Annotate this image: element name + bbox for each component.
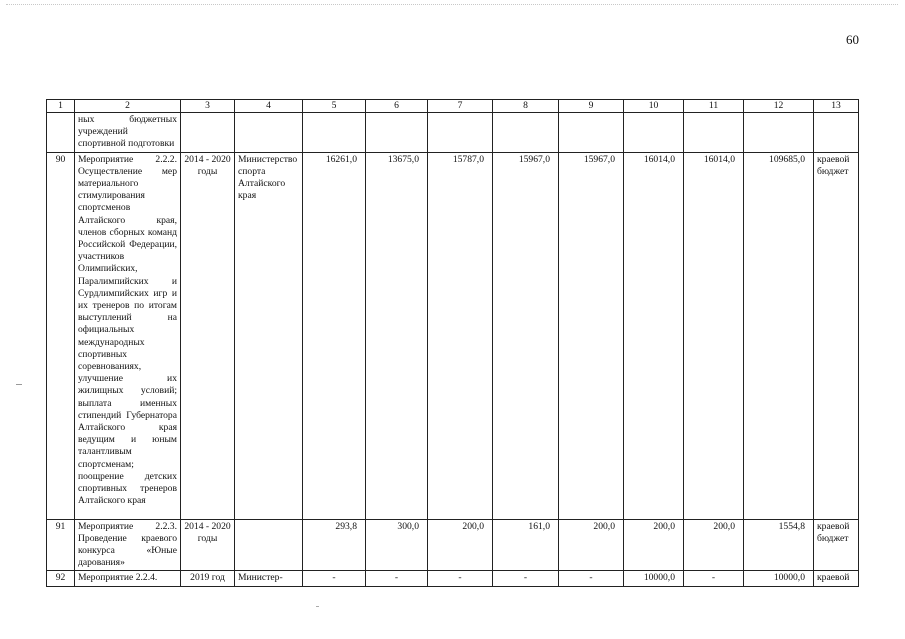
value-cell (366, 113, 428, 153)
table-row (47, 519, 859, 571)
table-row (47, 152, 859, 519)
period: 2019 год (181, 571, 235, 586)
value-cell (493, 113, 559, 153)
value-cell (684, 113, 744, 153)
value-cell: 109685,0 (744, 152, 814, 519)
funding-source: краевой бюджет (814, 152, 859, 519)
row-number: 92 (47, 571, 75, 586)
event-name: Мероприятие 2.2.4. (75, 571, 181, 586)
column-header: 1 (47, 100, 75, 113)
value-cell: 293,8 (303, 519, 366, 571)
value-cell: - (493, 571, 559, 586)
value-cell: 15967,0 (493, 152, 559, 519)
column-header: 5 (303, 100, 366, 113)
event-name: Мероприятие 2.2.3. Проведение краевого конкурса «Юные дарования» (75, 519, 181, 571)
page-number: 60 (846, 32, 859, 47)
value-cell: 10000,0 (744, 571, 814, 586)
value-cell: 16014,0 (684, 152, 744, 519)
value-cell: 300,0 (366, 519, 428, 571)
period: 2014 - 2020 годы (181, 152, 235, 519)
value-cell: - (428, 571, 493, 586)
column-header: 13 (814, 100, 859, 113)
period (181, 113, 235, 153)
value-cell (624, 113, 684, 153)
value-cell (559, 113, 624, 153)
column-header: 9 (559, 100, 624, 113)
event-name: ных бюджетных учреждений спортивной подготовки (75, 113, 181, 153)
column-header: 12 (744, 100, 814, 113)
value-cell: - (303, 571, 366, 586)
value-cell: 10000,0 (624, 571, 684, 586)
column-header: 4 (235, 100, 303, 113)
value-cell (744, 113, 814, 153)
executor (235, 519, 303, 571)
table-row (47, 571, 859, 586)
scan-dot (316, 606, 319, 607)
column-header: 2 (75, 100, 181, 113)
value-cell (303, 113, 366, 153)
column-header: 8 (493, 100, 559, 113)
period: 2014 - 2020 годы (181, 519, 235, 571)
table-row (47, 113, 859, 153)
column-header: 11 (684, 100, 744, 113)
value-cell (428, 113, 493, 153)
value-cell: 200,0 (624, 519, 684, 571)
budget-table (46, 99, 859, 587)
funding-source (814, 113, 859, 153)
column-number-row (47, 100, 859, 113)
column-header: 6 (366, 100, 428, 113)
funding-source: краевой (814, 571, 859, 586)
executor: Министерство спорта Алтайского края (235, 152, 303, 519)
margin-mark (16, 384, 22, 385)
executor (235, 113, 303, 153)
value-cell: 15967,0 (559, 152, 624, 519)
column-header: 3 (181, 100, 235, 113)
funding-source: краевой бюджет (814, 519, 859, 571)
value-cell: 16261,0 (303, 152, 366, 519)
value-cell: 161,0 (493, 519, 559, 571)
scan-top-line (6, 4, 898, 5)
value-cell: - (366, 571, 428, 586)
value-cell: - (684, 571, 744, 586)
executor: Министер- (235, 571, 303, 586)
row-number: 90 (47, 152, 75, 519)
row-number: 91 (47, 519, 75, 571)
value-cell: 200,0 (559, 519, 624, 571)
value-cell: 200,0 (684, 519, 744, 571)
column-header: 10 (624, 100, 684, 113)
value-cell: 15787,0 (428, 152, 493, 519)
value-cell: 200,0 (428, 519, 493, 571)
value-cell: 1554,8 (744, 519, 814, 571)
value-cell: - (559, 571, 624, 586)
row-number (47, 113, 75, 153)
column-header: 7 (428, 100, 493, 113)
event-name: Мероприятие 2.2.2. Осуществление мер материального стимулирования спортсменов Алтайского края, членов сборных команд Российской Федерации, участников Олимпийских, Паралимпийских и Сурдлимпийских игр и их тренеров по итогам выступлений на официальных международных спортивных соревнованиях, улучшение их жилищных условий; выплата именных стипендий Губернатора Алтайского края ведущим и юным талантливым спортсменам; поощрение детских спортивных тренеров Алтайского края (75, 152, 181, 519)
value-cell: 16014,0 (624, 152, 684, 519)
value-cell: 13675,0 (366, 152, 428, 519)
